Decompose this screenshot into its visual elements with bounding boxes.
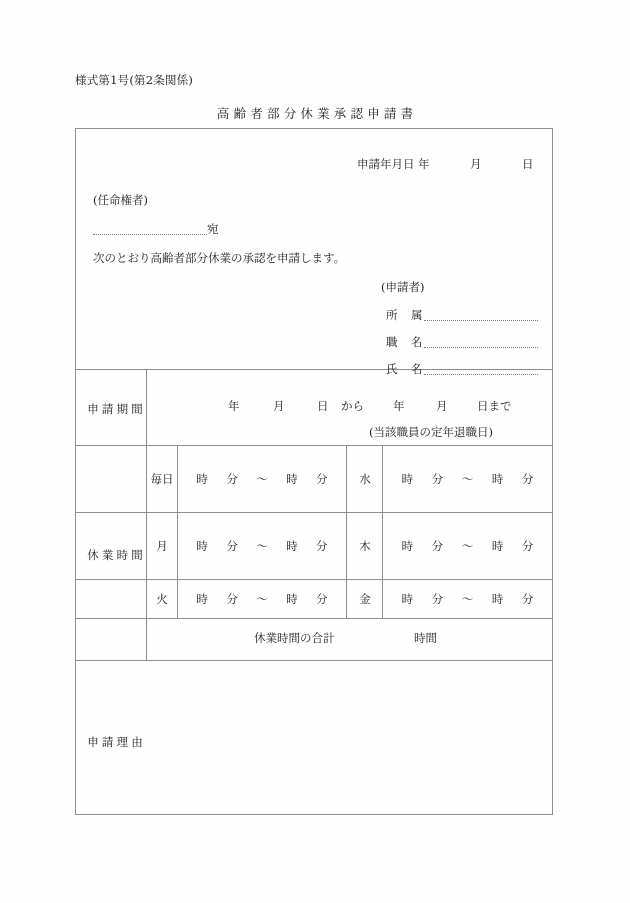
time-token-minute-start: 分 xyxy=(431,471,444,486)
time-token-hour-start: 時 xyxy=(401,471,414,486)
form-number: 様式第1号(第2条関係) xyxy=(75,73,194,87)
time-token-hour-end: 時 xyxy=(286,591,298,606)
time-token-minute-end: 分 xyxy=(316,591,328,606)
time-token-hour-start: 時 xyxy=(401,591,414,606)
time-token-tilde: 〜 xyxy=(461,471,474,486)
leave-time-wednesday[interactable] xyxy=(383,445,552,512)
time-token-hour-end: 時 xyxy=(286,538,298,553)
period-from-year: 年 xyxy=(228,399,240,413)
reason-input-area[interactable] xyxy=(147,661,552,813)
time-token-minute-start: 分 xyxy=(431,591,444,606)
period-to-day: 日まで xyxy=(477,399,512,413)
applicant-affiliation-field[interactable] xyxy=(424,320,538,321)
addressee-name-field[interactable] xyxy=(93,234,207,235)
leave-day-label-everyday: 毎日 xyxy=(150,471,174,486)
period-note: (当該職員の定年退職日) xyxy=(369,425,493,439)
leave-time-friday[interactable] xyxy=(383,579,552,618)
document-title: 高齢者部分休業承認申請書 xyxy=(216,106,418,121)
application-date-label: 申請年月日 xyxy=(357,157,415,171)
application-date-month: 月 xyxy=(470,157,482,171)
leave-hours-row-label: 休業時間 xyxy=(87,548,146,562)
time-token-minute-end: 分 xyxy=(316,471,328,486)
time-token-minute-start: 分 xyxy=(226,591,238,606)
time-token-minute-start: 分 xyxy=(226,471,238,486)
time-token-tilde: 〜 xyxy=(461,538,474,553)
applicant-name-label: 氏 名 xyxy=(386,362,424,376)
leave-total-unit: 時間 xyxy=(414,631,437,645)
time-token-hour-end: 時 xyxy=(491,538,504,553)
rule-below-applicant-block xyxy=(76,369,552,370)
leave-day-label-thursday: 木 xyxy=(359,538,371,553)
leave-total-label: 休業時間の合計 xyxy=(254,631,335,645)
time-token-hour-start: 時 xyxy=(196,471,208,486)
time-token-tilde: 〜 xyxy=(461,591,474,606)
period-to-month: 月 xyxy=(436,399,448,413)
leave-day-label-wednesday: 水 xyxy=(359,471,371,486)
applicant-position-field[interactable] xyxy=(424,347,538,348)
applicant-affiliation-label: 所 属 xyxy=(386,308,424,322)
period-to-year: 年 xyxy=(393,399,405,413)
period-row-label: 申請期間 xyxy=(87,402,146,416)
leave-day-label-friday: 金 xyxy=(359,591,371,606)
time-token-tilde: 〜 xyxy=(256,591,268,606)
leave-time-tuesday[interactable] xyxy=(178,579,346,618)
applicant-position-label: 職 名 xyxy=(386,335,424,349)
application-date-day: 日 xyxy=(522,157,534,171)
appointing-authority-label: (任命権者) xyxy=(93,193,148,207)
time-token-minute-end: 分 xyxy=(521,538,534,553)
leave-time-monday[interactable] xyxy=(178,512,346,579)
leave-day-label-tuesday: 火 xyxy=(156,591,168,606)
time-token-minute-end: 分 xyxy=(316,538,328,553)
time-token-hour-start: 時 xyxy=(401,538,414,553)
time-token-hour-start: 時 xyxy=(196,591,208,606)
rule-left-time-column xyxy=(346,445,347,618)
period-from-connector: から xyxy=(341,399,364,413)
time-token-hour-start: 時 xyxy=(196,538,208,553)
application-date-year: 年 xyxy=(418,157,430,171)
time-token-minute-start: 分 xyxy=(226,538,238,553)
applicant-heading: (申請者) xyxy=(381,280,425,294)
rule-above-total-row xyxy=(76,618,552,619)
period-from-day: 日 xyxy=(317,399,329,413)
time-token-tilde: 〜 xyxy=(256,471,268,486)
leave-time-everyday[interactable] xyxy=(178,445,346,512)
time-token-hour-end: 時 xyxy=(491,591,504,606)
time-token-tilde: 〜 xyxy=(256,538,268,553)
period-from-month: 月 xyxy=(273,399,285,413)
time-token-minute-start: 分 xyxy=(431,538,444,553)
time-token-hour-end: 時 xyxy=(286,471,298,486)
time-token-minute-end: 分 xyxy=(521,591,534,606)
applicant-name-field[interactable] xyxy=(424,374,538,375)
form-table xyxy=(75,128,553,815)
reason-row-label: 申請理由 xyxy=(87,735,146,749)
time-token-minute-end: 分 xyxy=(521,471,534,486)
time-token-hour-end: 時 xyxy=(491,471,504,486)
statement-text: 次のとおり高齢者部分休業の承認を申請します。 xyxy=(93,251,346,265)
leave-day-label-monday: 月 xyxy=(156,538,168,553)
leave-time-thursday[interactable] xyxy=(383,512,552,579)
addressee-suffix: 宛 xyxy=(207,222,219,236)
